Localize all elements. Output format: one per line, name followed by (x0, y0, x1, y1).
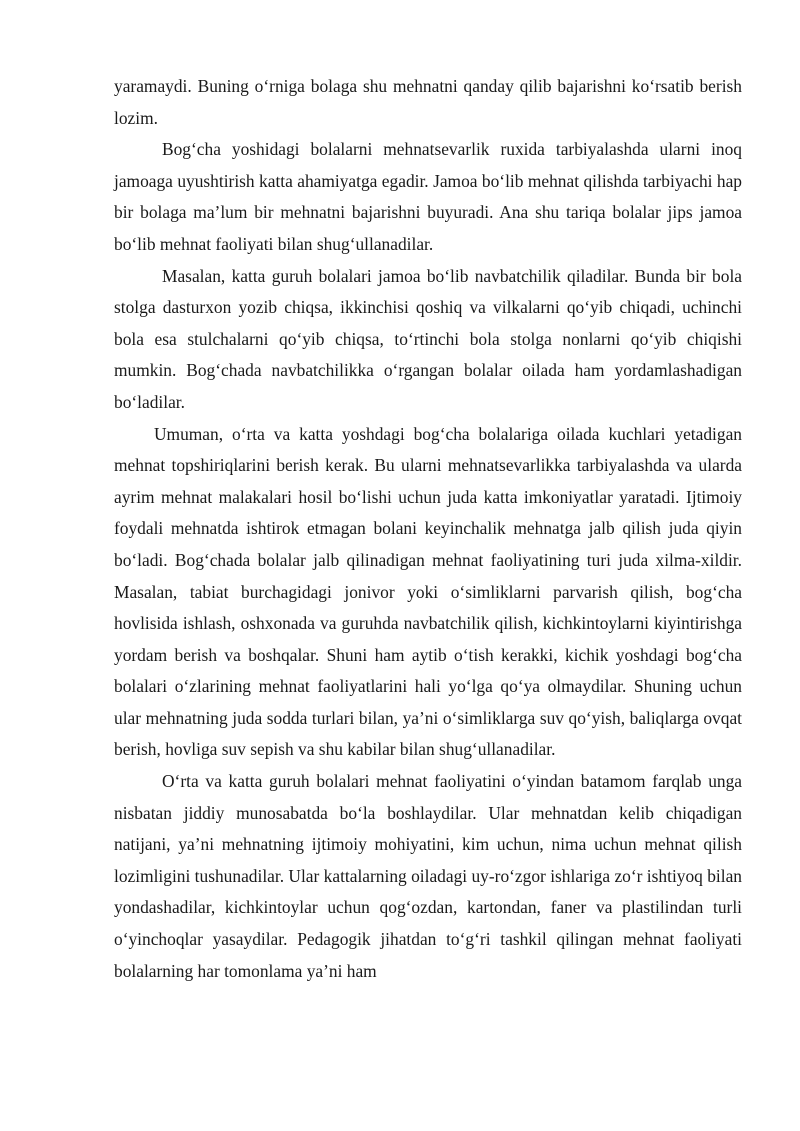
document-body (114, 71, 742, 987)
paragraph-family-tasks: Umuman, o‘rta va katta yoshdagi bog‘cha bolalariga oilada kuchlari yetadigan mehnat topshiriqlarini berish kerak. Bu ularni mehnatsevarlikka tarbiyalashda va ularda ayrim mehnat malakalari hosil bo‘lishi uchun juda katta imkoniyatlar yaratadi. Ijtimoiy foydali mehnatda ishtirok etmagan bolani keyinchalik mehnatga jalb qilish juda qiyin bo‘ladi. Bog‘chada bolalar jalb qilinadigan mehnat faoliyatining turi juda xilma-xildir. Masalan, tabiat burchagidagi jonivor yoki o‘simliklarni parvarish qilish, bog‘cha hovlisida ishlash, oshxonada va guruhda navbatchilik qilish, kichkintoylarni kiyintirishga yordam berish va boshqalar. Shuni ham aytib o‘tish kerakki, kichik yoshdagi bog‘cha bolalari o‘zlarining mehnat faoliyatlarini hali yo‘lga qo‘ya olmaydilar. Shuning uchun ular mehnatning juda sodda turlari bilan, ya’ni o‘simliklarga suv qo‘yish, baliqlarga ovqat berish, hovliga suv sepish va shu kabilar bilan shug‘ullanadilar. (114, 423, 742, 760)
paragraph-older-groups: O‘rta va katta guruh bolalari mehnat faoliyatini o‘yindan batamom farqlab unga nisbatan jiddiy munosabatda bo‘la boshlaydilar. Ular mehnatdan kelib chiqadigan natijani, ya’ni mehnatning ijtimoiy mohiyatini, kim uchun, nima uchun mehnat qilish lozimligini tushunadilar. Ular kattalarning oiladagi uy-ro‘zgor ishlariga zo‘r ishtiyoq bilan yondashadilar, kichkintoylar uchun qog‘ozdan, kartondan, faner va plastilindan turli o‘yinchoqlar yasaydilar. Pedagogik jihatdan to‘g‘ri tashkil qilingan mehnat faoliyati bolalarning har tomonlama ya’ni ham (114, 771, 742, 981)
paragraph-team-work: Bog‘cha yoshidagi bolalarni mehnatsevarlik ruxida tarbiyalashda ularni inoq jamoaga uyushtirish katta ahamiyatga egadir. Jamoa bo‘lib mehnat qilishda tarbiyachi hap bir bolaga ma’lum bir mehnatni bajarishni buyuradi. Ana shu tariqa bolalar jips jamoa bo‘lib mehnat faoliyati bilan shug‘ullanadilar. (114, 139, 742, 254)
paragraph-continuation: yaramaydi. Buning o‘rniga bolaga shu mehnatni qanday qilib bajarishni ko‘rsatib berish lozim. (114, 76, 742, 128)
paragraph-duty-example: Masalan, katta guruh bolalari jamoa bo‘lib navbatchilik qiladilar. Bunda bir bola stolga dasturxon yozib chiqsa, ikkinchisi qoshiq va vilkalarni qo‘yib chiqadi, uchinchi bola esa stulchalarni qo‘yib chiqsa, to‘rtinchi bola stolga nonlarni qo‘yib chiqishi mumkin. Bog‘chada navbatchilikka o‘rgangan bolalar oilada ham yordamlashadigan bo‘ladilar. (114, 265, 742, 412)
